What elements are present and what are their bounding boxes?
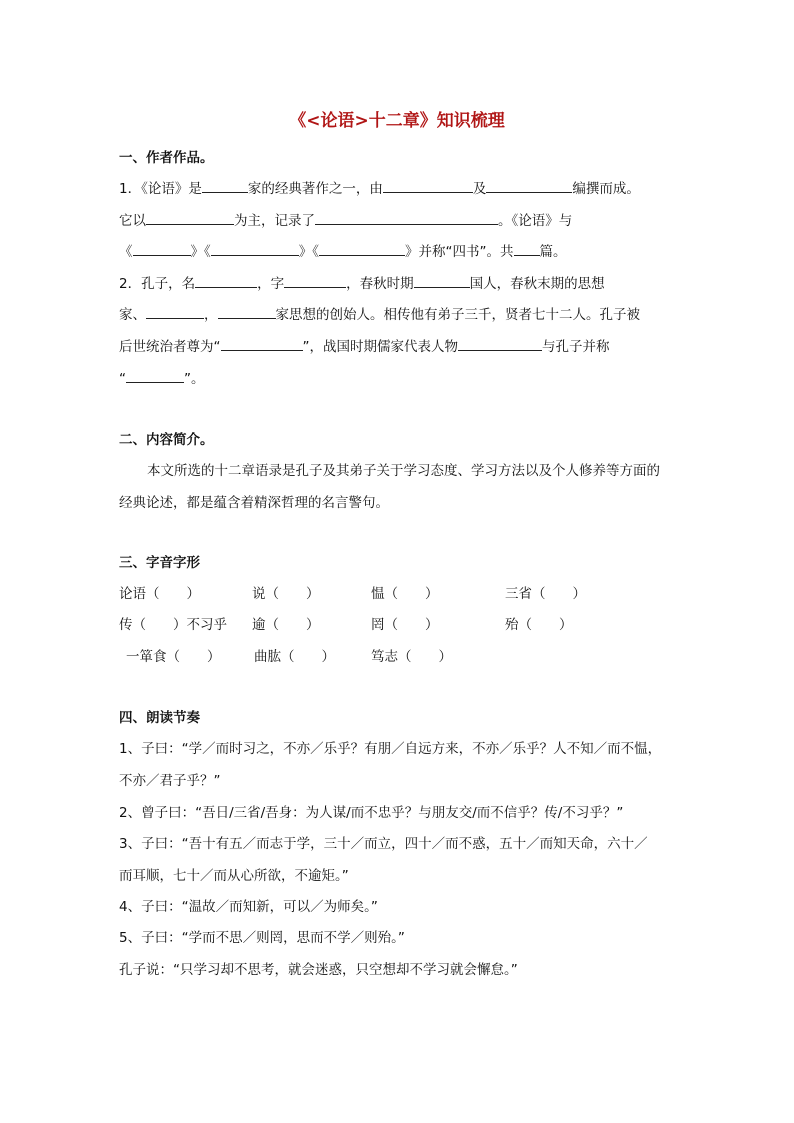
q1-text: 它以 [119, 213, 146, 229]
answer-blank[interactable] [218, 306, 276, 319]
pinyin-item: 曲肱（ ） [254, 649, 335, 665]
q2-text: ”，战国时期儒家代表人物 [302, 339, 458, 355]
page-title: 《<论语>十二章》知识梳理 [289, 111, 505, 131]
q1-text: 及 [472, 181, 487, 197]
q2-text: 家、 [119, 307, 146, 323]
answer-blank[interactable] [458, 338, 542, 351]
q1-text: 》《 [190, 244, 211, 260]
answer-blank[interactable] [319, 243, 405, 256]
q2-line-2 [119, 303, 640, 323]
section-heading-pronunciation: 三、字音字形 [119, 555, 200, 571]
q2-text: 与孔子并称 [542, 339, 610, 355]
pinyin-item: 三省（ ） [505, 586, 586, 602]
q2-text: ，春秋时期 [346, 276, 414, 292]
answer-blank[interactable] [514, 243, 540, 256]
answer-blank[interactable] [202, 180, 248, 193]
answer-blank[interactable] [383, 180, 473, 193]
pinyin-item: 逾（ ） [252, 617, 320, 633]
q1-text: 。《论语》与 [498, 213, 573, 229]
q1-text: 篇。 [539, 244, 567, 260]
q2-text: ，字 [257, 276, 285, 292]
rhythm-line: 2、曾子曰：“吾日/三省/吾身：为人谋/而不忠乎？与朋友交/而不信乎？传/不习乎？” [119, 805, 624, 821]
q2-line-4 [119, 367, 205, 387]
q2-line-3 [119, 335, 610, 355]
pinyin-item: 笃志（ ） [371, 649, 452, 665]
pinyin-item: 罔（ ） [371, 617, 439, 633]
q2-text: 2．孔子，名 [119, 276, 196, 292]
pinyin-item: 论语（ ） [119, 586, 200, 602]
rhythm-line: 3、子曰：“吾十有五／而志于学，三十／而立，四十／而不惑，五十／而知天命，六十／ [119, 836, 648, 852]
pinyin-item: 说（ ） [252, 586, 320, 602]
q1-text: 》《 [298, 244, 319, 260]
q1-line-1 [119, 177, 640, 197]
q1-text: 1．《论语》是 [119, 181, 202, 197]
rhythm-line: 4、子曰：“温故／而知新，可以／为师矣。” [119, 899, 378, 915]
q2-text: 后世统治者尊为“ [119, 339, 221, 355]
pinyin-item: 一箪食（ ） [126, 649, 221, 665]
answer-blank[interactable] [126, 370, 184, 383]
pinyin-item: 愠（ ） [371, 586, 439, 602]
summary-line-2: 经典论述，都是蕴含着精深哲理的名言警句。 [119, 495, 389, 511]
answer-blank[interactable] [315, 212, 498, 225]
rhythm-line: 1、子曰：“学／而时习之，不亦／乐乎？有朋／自远方来，不亦／乐乎？人不知／而不愠， [119, 741, 662, 757]
answer-blank[interactable] [146, 212, 234, 225]
section-heading-content-summary: 二、内容简介。 [119, 432, 214, 448]
answer-blank[interactable] [211, 243, 299, 256]
q2-text: ”。 [184, 371, 205, 387]
q1-line-3 [119, 240, 567, 260]
rhythm-line: 不亦／君子乎？” [119, 773, 221, 789]
q1-text: 为主，记录了 [234, 213, 315, 229]
q1-text: 家的经典著作之一，由 [247, 181, 383, 197]
q1-text: 《 [119, 244, 133, 260]
q2-text: 家思想的创始人。相传他有弟子三千，贤者七十二人。孔子被 [275, 307, 640, 323]
pinyin-item: 殆（ ） [505, 617, 573, 633]
q1-text: 》并称“四书”。共 [405, 244, 514, 260]
answer-blank[interactable] [133, 243, 191, 256]
q2-text: “ [119, 371, 126, 387]
rhythm-line: 而耳顺，七十／而从心所欲，不逾矩。” [119, 868, 349, 884]
section-heading-reading-rhythm: 四、朗读节奏 [119, 710, 200, 726]
q2-text: ， [204, 307, 218, 323]
answer-blank[interactable] [195, 275, 257, 288]
q1-line-2 [119, 209, 572, 229]
answer-blank[interactable] [146, 306, 204, 319]
section-heading-author-works: 一、作者作品。 [119, 150, 214, 166]
rhythm-line: 5、子曰：“学而不思／则罔，思而不学／则殆。” [119, 930, 405, 946]
answer-blank[interactable] [414, 275, 470, 288]
answer-blank[interactable] [221, 338, 303, 351]
q1-text: 编撰而成。 [572, 181, 640, 197]
q2-line-1 [119, 272, 605, 292]
pinyin-item: 传（ ）不习乎 [119, 617, 227, 633]
answer-blank[interactable] [284, 275, 346, 288]
q2-text: 国人，春秋末期的思想 [469, 276, 605, 292]
summary-line-1: 本文所选的十二章语录是孔子及其弟子关于学习态度、学习方法以及个人修养等方面的 [147, 463, 660, 479]
translation-line: 孔子说：“只学习却不思考，就会迷惑，只空想却不学习就会懈怠。” [119, 962, 518, 978]
answer-blank[interactable] [486, 180, 572, 193]
